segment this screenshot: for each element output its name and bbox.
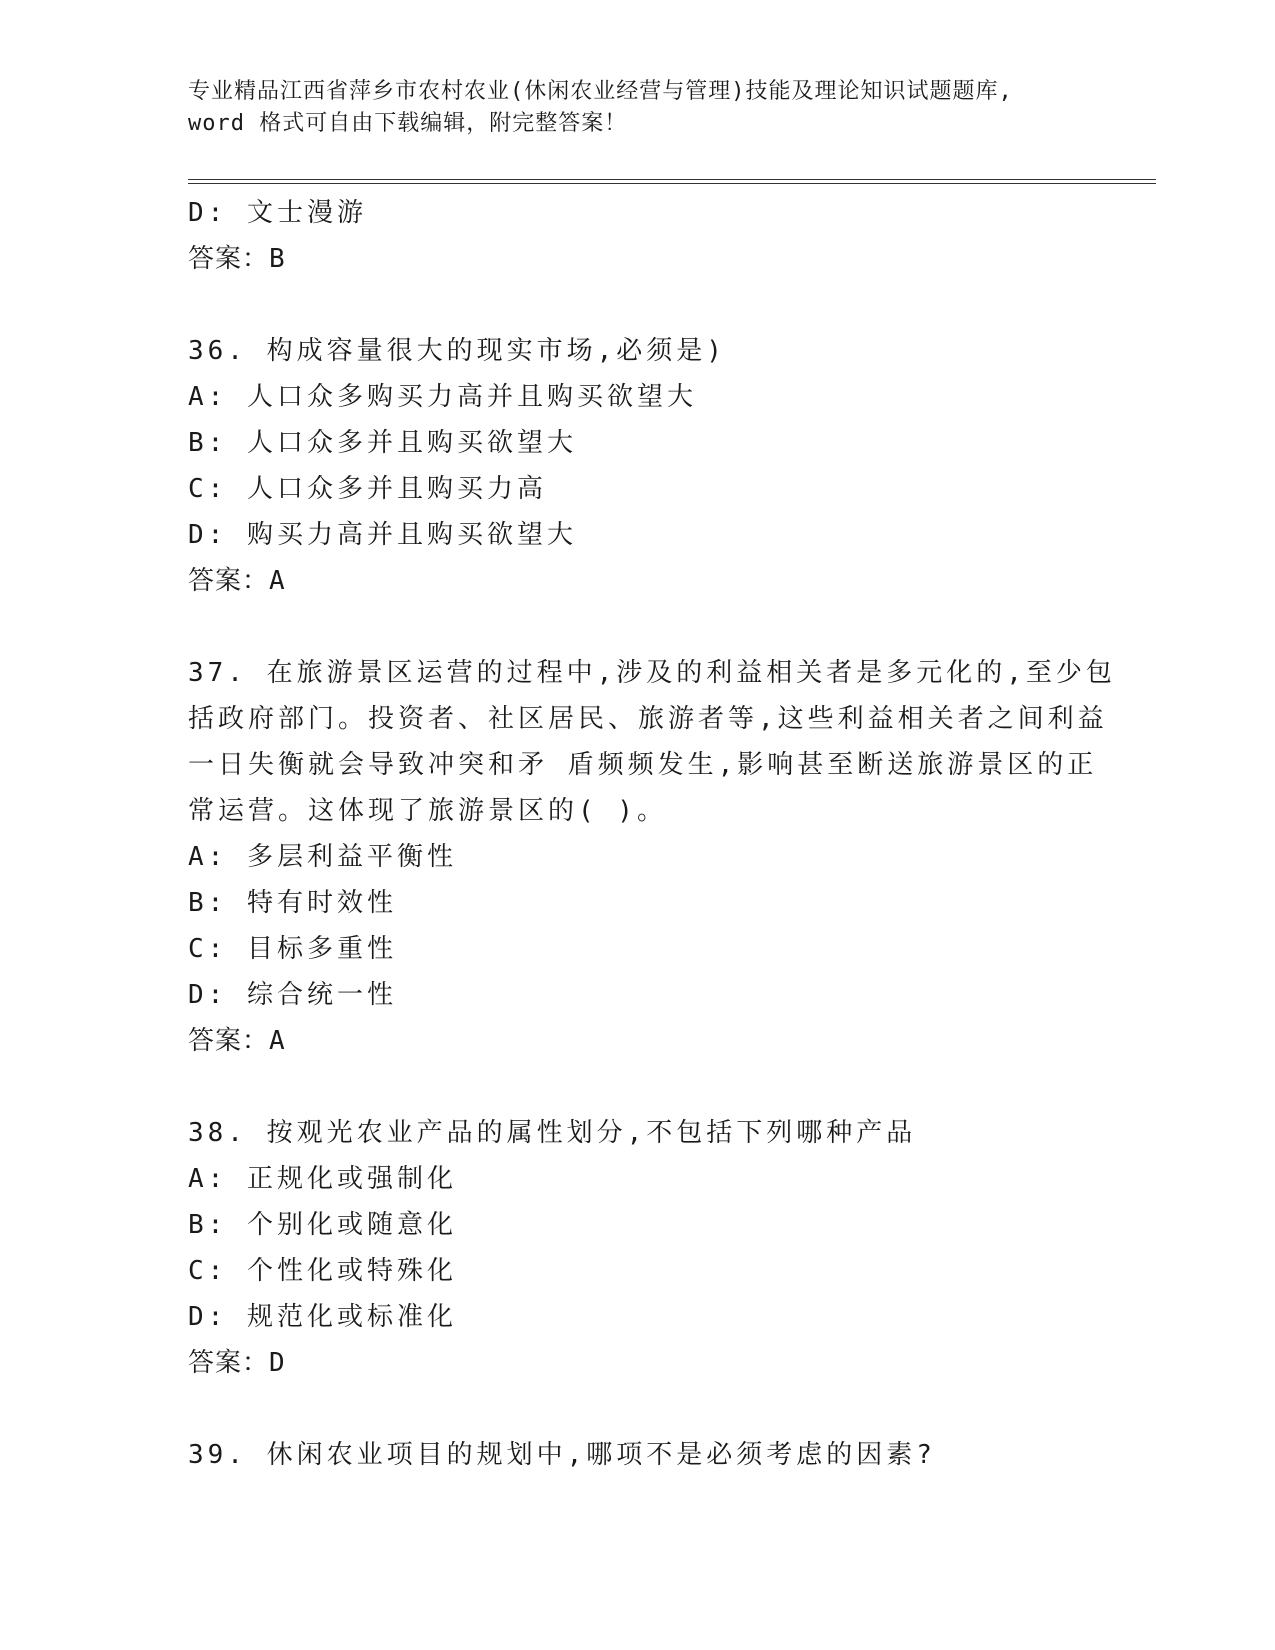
option-c: C: 个性化或特殊化 [188, 1256, 457, 1286]
question-stem: 38. 按观光农业产品的属性划分,不包括下列哪种产品 [188, 1118, 917, 1148]
question-36 [188, 328, 1088, 604]
question-stem-line-2: 括政府部门。投资者、社区居民、旅游者等,这些利益相关者之间利益 [188, 704, 1108, 734]
question-stem: 36. 构成容量很大的现实市场,必须是) [188, 336, 726, 366]
header-divider-bottom [188, 183, 1156, 184]
answer-line: 答案：B [188, 244, 286, 274]
spacer [188, 1386, 1088, 1432]
spacer [188, 282, 1088, 328]
question-stem-line-1: 37. 在旅游景区运营的过程中,涉及的利益相关者是多元化的,至少包 [188, 658, 1116, 688]
question-stem: 39. 休闲农业项目的规划中,哪项不是必须考虑的因素? [188, 1440, 936, 1470]
question-37 [188, 650, 1116, 1064]
header-line-2: word 格式可自由下载编辑，附完整答案！ [188, 111, 628, 136]
question-39 [188, 1432, 1088, 1478]
option-d: D: 综合统一性 [188, 980, 397, 1010]
question-stem-line-3: 一日失衡就会导致冲突和矛 盾频频发生,影响甚至断送旅游景区的正 [188, 750, 1098, 780]
option-b: B: 人口众多并且购买欲望大 [188, 428, 577, 458]
option-b: B: 个别化或随意化 [188, 1210, 457, 1240]
option-c: C: 人口众多并且购买力高 [188, 474, 547, 504]
option-a: A: 人口众多购买力高并且购买欲望大 [188, 382, 697, 412]
question-35-tail [188, 190, 1088, 282]
option-a: A: 多层利益平衡性 [188, 842, 457, 872]
option-c: C: 目标多重性 [188, 934, 397, 964]
header-divider-top [188, 179, 1156, 180]
document-body [188, 190, 1116, 1478]
option-d: D: 购买力高并且购买欲望大 [188, 520, 577, 550]
document-header [188, 76, 1088, 140]
question-stem-line-4: 常运营。这体现了旅游景区的( )。 [188, 796, 667, 826]
answer-line: 答案：A [188, 566, 286, 596]
header-line-1: 专业精品江西省萍乡市农村农业(休闲农业经营与管理)技能及理论知识试题题库, [188, 79, 1013, 104]
option-a: A: 正规化或强制化 [188, 1164, 457, 1194]
spacer [188, 1064, 1088, 1110]
option-d: D: 文士漫游 [188, 198, 367, 228]
option-b: B: 特有时效性 [188, 888, 397, 918]
answer-line: 答案：D [188, 1348, 286, 1378]
question-38 [188, 1110, 1088, 1386]
spacer [188, 604, 1088, 650]
option-d: D: 规范化或标准化 [188, 1302, 457, 1332]
answer-line: 答案：A [188, 1026, 286, 1056]
